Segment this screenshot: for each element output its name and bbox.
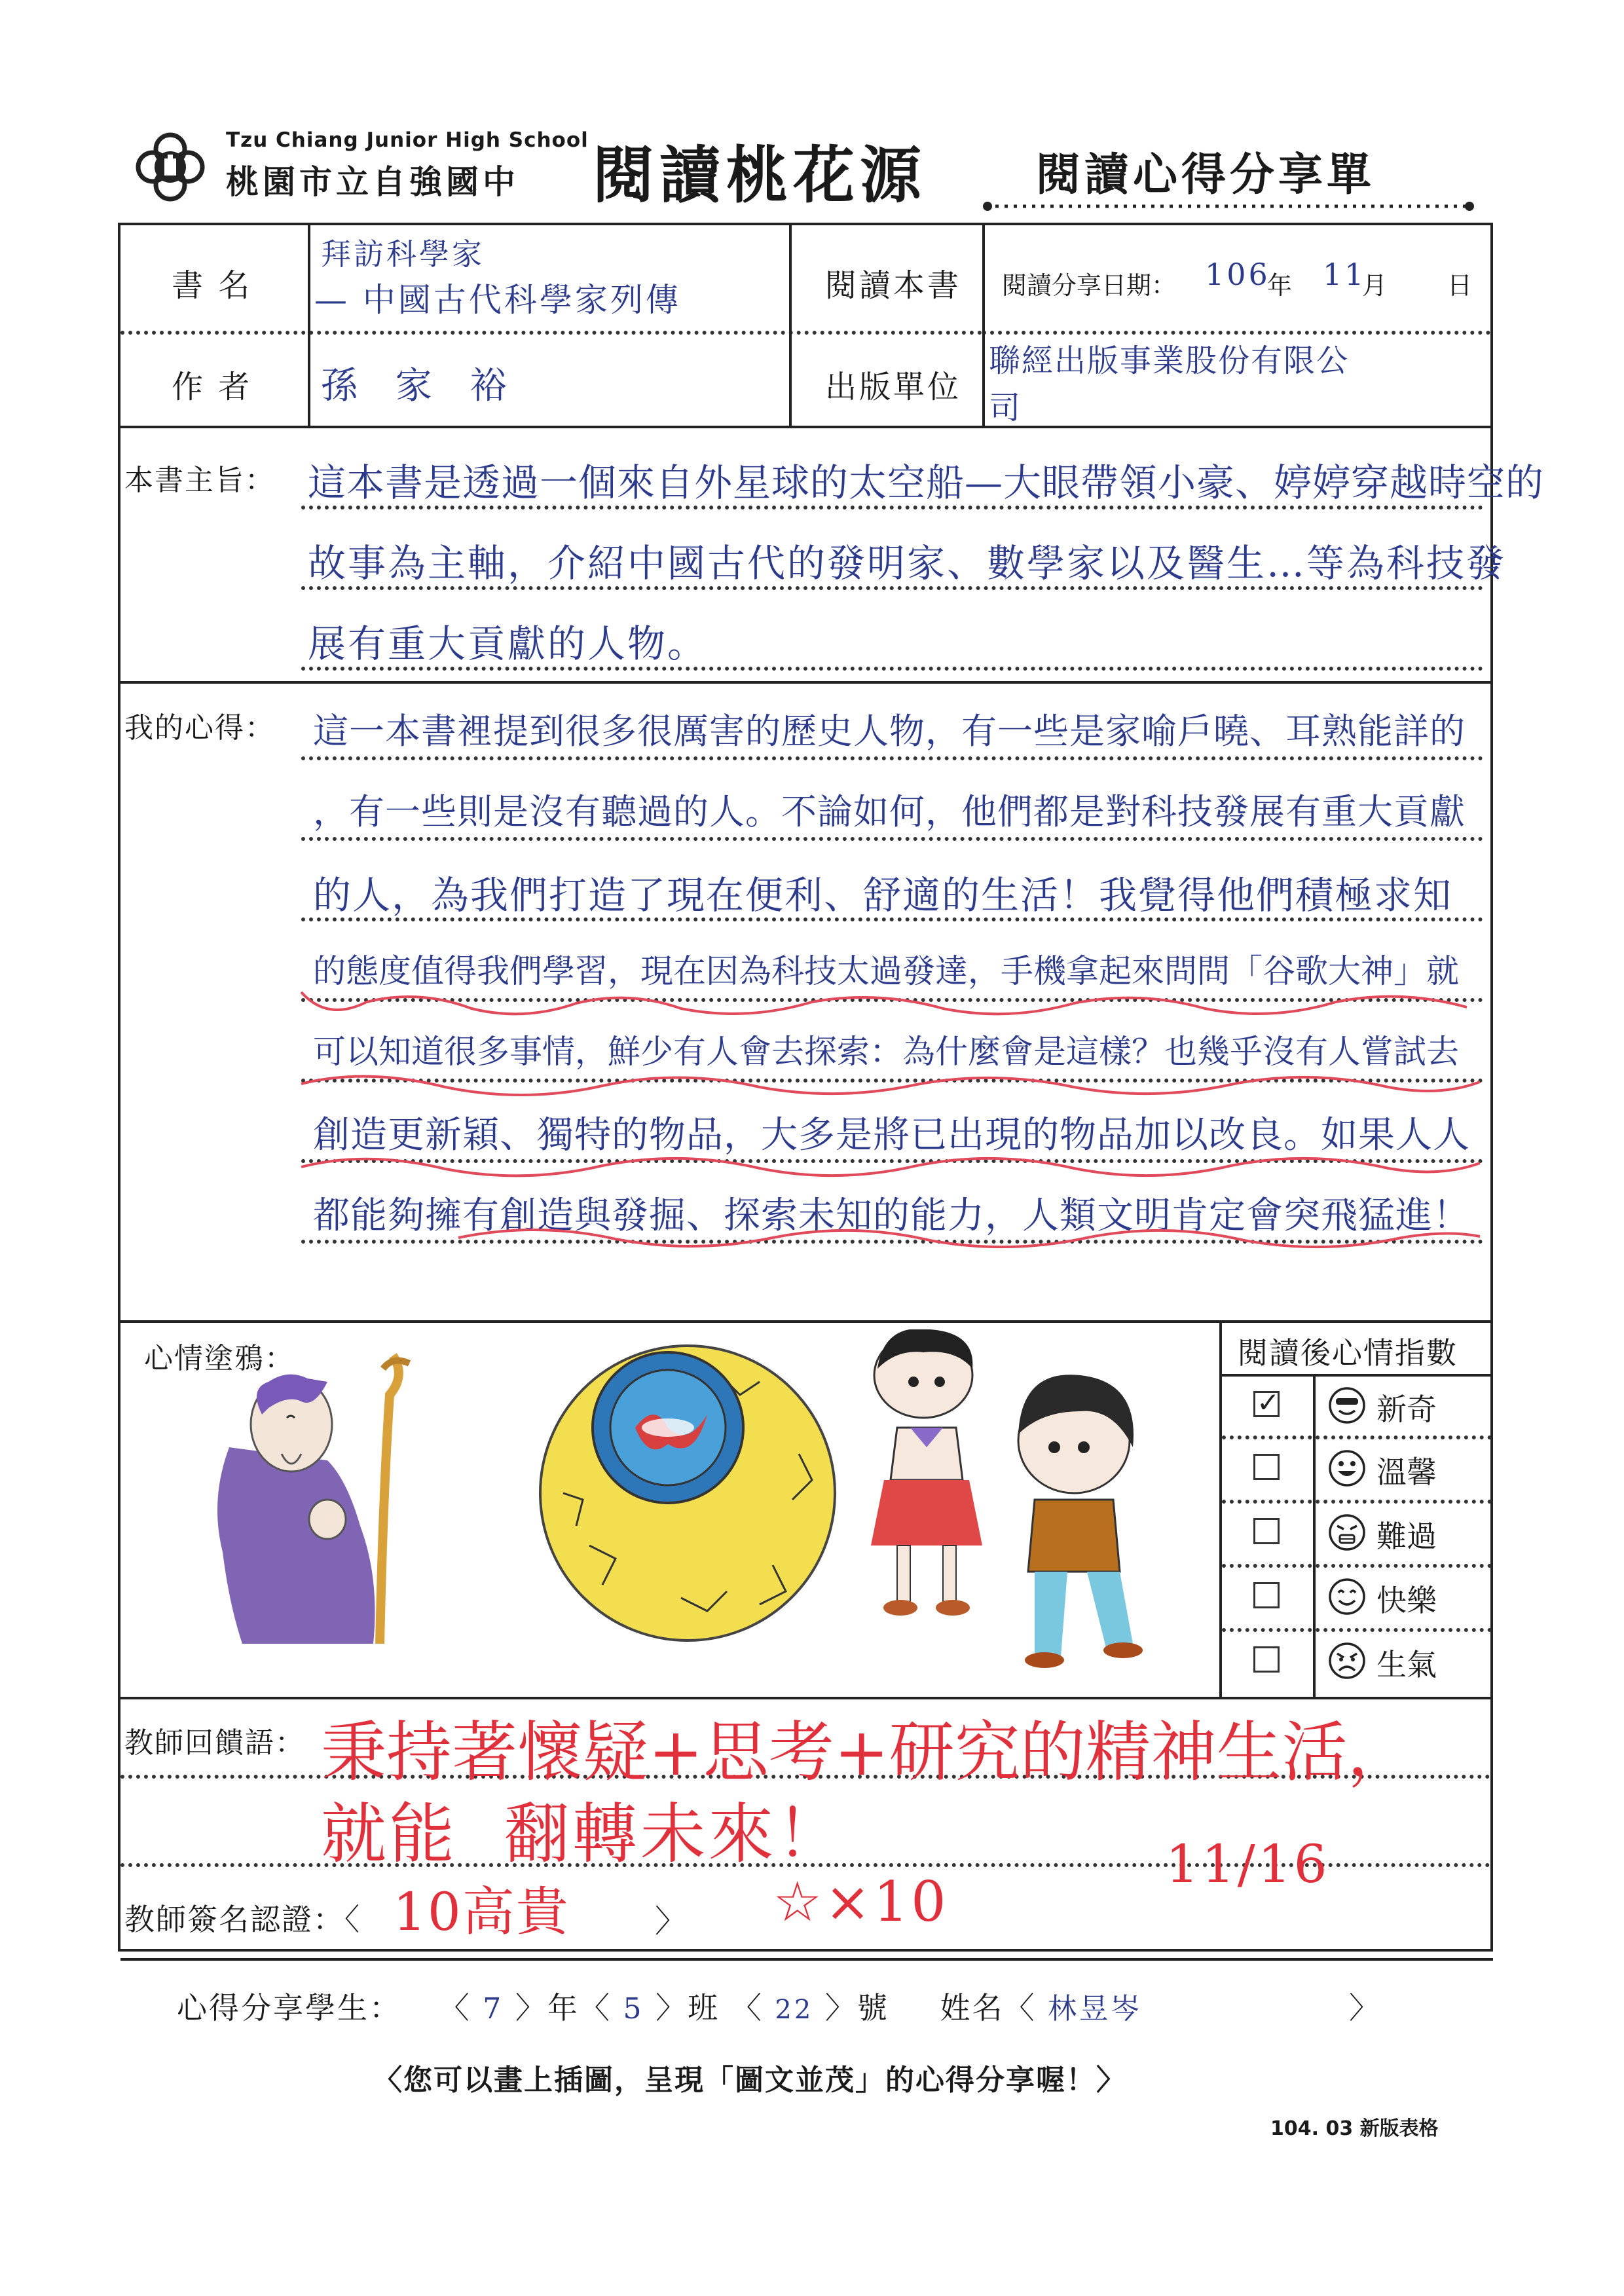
student-name-close: 〉 (1349, 1990, 1379, 2026)
reflection-label: 我的心得： (124, 711, 275, 745)
section-divider (120, 1320, 1493, 1323)
writing-line (301, 756, 1483, 760)
mood-label: 難過 (1376, 1519, 1437, 1554)
mood-label: 快樂 (1376, 1583, 1437, 1618)
publisher-line1: 聯經出版事業股份有限公 (989, 343, 1350, 379)
share-date-year: 106 (1205, 257, 1270, 292)
footer-note: 〈您可以畫上插圖，呈現「圖文並茂」的心得分享喔！〉 (373, 2064, 1126, 2097)
school-logo (134, 131, 206, 203)
girl-figure (871, 1329, 982, 1616)
student-name-label: 姓名〈 (940, 1990, 1037, 2026)
teacher-feedback-label: 教師回饋語： (124, 1726, 305, 1760)
book-title-label: 書 名 (172, 267, 253, 304)
share-date-label: 閱讀分享日期： (1002, 271, 1177, 300)
mood-checkbox[interactable] (1253, 1582, 1280, 1608)
mood-label: 新奇 (1376, 1392, 1437, 1427)
share-date-year-unit: 年 (1267, 271, 1293, 300)
teacher-signature: 10高貴 (393, 1881, 570, 1942)
teacher-signature-close: 〉 (655, 1903, 690, 1940)
mood-option-warm[interactable] (1219, 1438, 1493, 1498)
teacher-feedback-line1: 秉持著懷疑+思考+研究的精神生活， (321, 1714, 1413, 1790)
book-title-line1: 拜訪科學家 (321, 236, 485, 272)
angry-face-icon (1327, 1641, 1367, 1680)
mood-option-novel[interactable] (1219, 1375, 1493, 1435)
check-mark-icon: ✓ (1257, 1386, 1280, 1418)
share-date-month-unit: 月 (1362, 271, 1388, 300)
share-date-month: 11 (1323, 257, 1367, 292)
school-name-chinese: 桃園市立自強國中 (226, 163, 519, 201)
reflection-line: 這一本書裡提到很多很厲害的歷史人物，有一些是家喻戶曉、耳熟能詳的 (313, 711, 1466, 752)
school-name-english: Tzu Chiang Junior High School (226, 128, 589, 152)
student-name: 林昱岑 (1048, 1992, 1143, 2026)
teacher-signature-label: 教師簽名認證：〈 (124, 1902, 361, 1937)
header-dotted-rule (982, 201, 1475, 212)
student-info-row: 心得分享學生： 〈 7 〉年〈 5 〉班 〈 22 〉號 姓名〈 林昱岑 (177, 1990, 1143, 2026)
teacher-wavy-underlines (288, 930, 1493, 1270)
author-label: 作 者 (172, 369, 253, 405)
section-divider (120, 681, 1493, 684)
student-number: 22 (775, 1995, 814, 2025)
publisher-line2: 司 (989, 390, 1024, 426)
mood-label: 生氣 (1376, 1647, 1437, 1682)
row-divider (120, 331, 982, 335)
writing-line (301, 837, 1483, 841)
mood-index-title: 閱讀後心情指數 (1238, 1335, 1458, 1371)
publisher-label: 出版單位 (825, 369, 962, 405)
summary-line: 這本書是透過一個來自外星球的太空船—大眼帶領小豪、婷婷穿越時空的 (308, 460, 1545, 505)
share-date-day-unit: 日 (1447, 271, 1473, 300)
column-divider (982, 223, 985, 427)
student-drawing (131, 1329, 1192, 1696)
summary-line: 展有重大貢獻的人物。 (308, 621, 708, 666)
cool-face-icon (1327, 1386, 1367, 1425)
spaceship-ball (540, 1346, 835, 1640)
reflection-line: 都能夠擁有創造與發掘、探索未知的能力，人類文明肯定會突飛猛進！ (313, 1194, 1470, 1237)
mood-label: 溫馨 (1376, 1454, 1437, 1490)
reflection-line: 的態度值得我們學習，現在因為科技太過發達，手機拿起來問問「谷歌大神」就 (313, 952, 1459, 990)
teacher-date: 11/16 (1166, 1834, 1330, 1895)
form-version: 104. 03 新版表格 (1270, 2117, 1439, 2140)
summary-label: 本書主旨： (124, 464, 275, 497)
teacher-feedback-line2: 就能 翻轉未來！ (321, 1796, 845, 1872)
author-name: 孫 家 裕 (321, 365, 520, 407)
column-divider (308, 223, 310, 427)
program-title: 閱讀桃花源 (593, 139, 927, 212)
reading-book-label: 閱讀本書 (825, 267, 962, 304)
mood-checkbox[interactable] (1253, 1518, 1280, 1544)
student-grade: 7 (483, 1992, 504, 2026)
teacher-star-mark: ☆×10 (773, 1870, 949, 1934)
section-divider (120, 1958, 1493, 1961)
mood-checkbox[interactable] (1253, 1646, 1280, 1673)
summary-line: 故事為主軸，介紹中國古代的發明家、數學家以及醫生…等為科技發 (308, 541, 1507, 585)
reflection-line: 可以知道很多事情，鮮少有人會去探索：為什麼會是這樣？也幾乎沒有人嘗試去 (313, 1033, 1459, 1071)
column-divider (789, 223, 792, 427)
reflection-line: 創造更新穎、獨特的物品，大多是將已出現的物品加以改良。如果人人 (313, 1114, 1470, 1157)
mood-option-sad[interactable] (1219, 1502, 1493, 1563)
sheet-title: 閱讀心得分享單 (1036, 149, 1376, 201)
mood-checkbox[interactable] (1253, 1386, 1280, 1418)
reflection-line: ，有一些則是沒有聽過的人。不論如何，他們都是對科技發展有重大貢獻 (313, 791, 1466, 832)
row-divider (120, 426, 1493, 428)
mood-checkbox[interactable] (1253, 1454, 1280, 1480)
mood-option-angry[interactable] (1219, 1631, 1493, 1691)
student-label: 心得分享學生： (177, 1990, 401, 2026)
row-divider (982, 331, 1490, 335)
mood-option-happy[interactable] (1219, 1566, 1493, 1627)
sage-figure (217, 1356, 409, 1644)
book-title-line2: — 中國古代科學家列傳 (314, 281, 681, 319)
boy-figure (1018, 1375, 1143, 1668)
mood-drawing-label: 心情塗鴉： (144, 1342, 295, 1375)
reflection-line: 的人，為我們打造了現在便利、舒適的生活！我覺得他們積極求知 (313, 873, 1453, 917)
smile-face-icon (1327, 1449, 1367, 1488)
happy-face-icon (1327, 1577, 1367, 1616)
sad-face-icon (1327, 1513, 1367, 1552)
student-class: 5 (623, 1992, 644, 2026)
